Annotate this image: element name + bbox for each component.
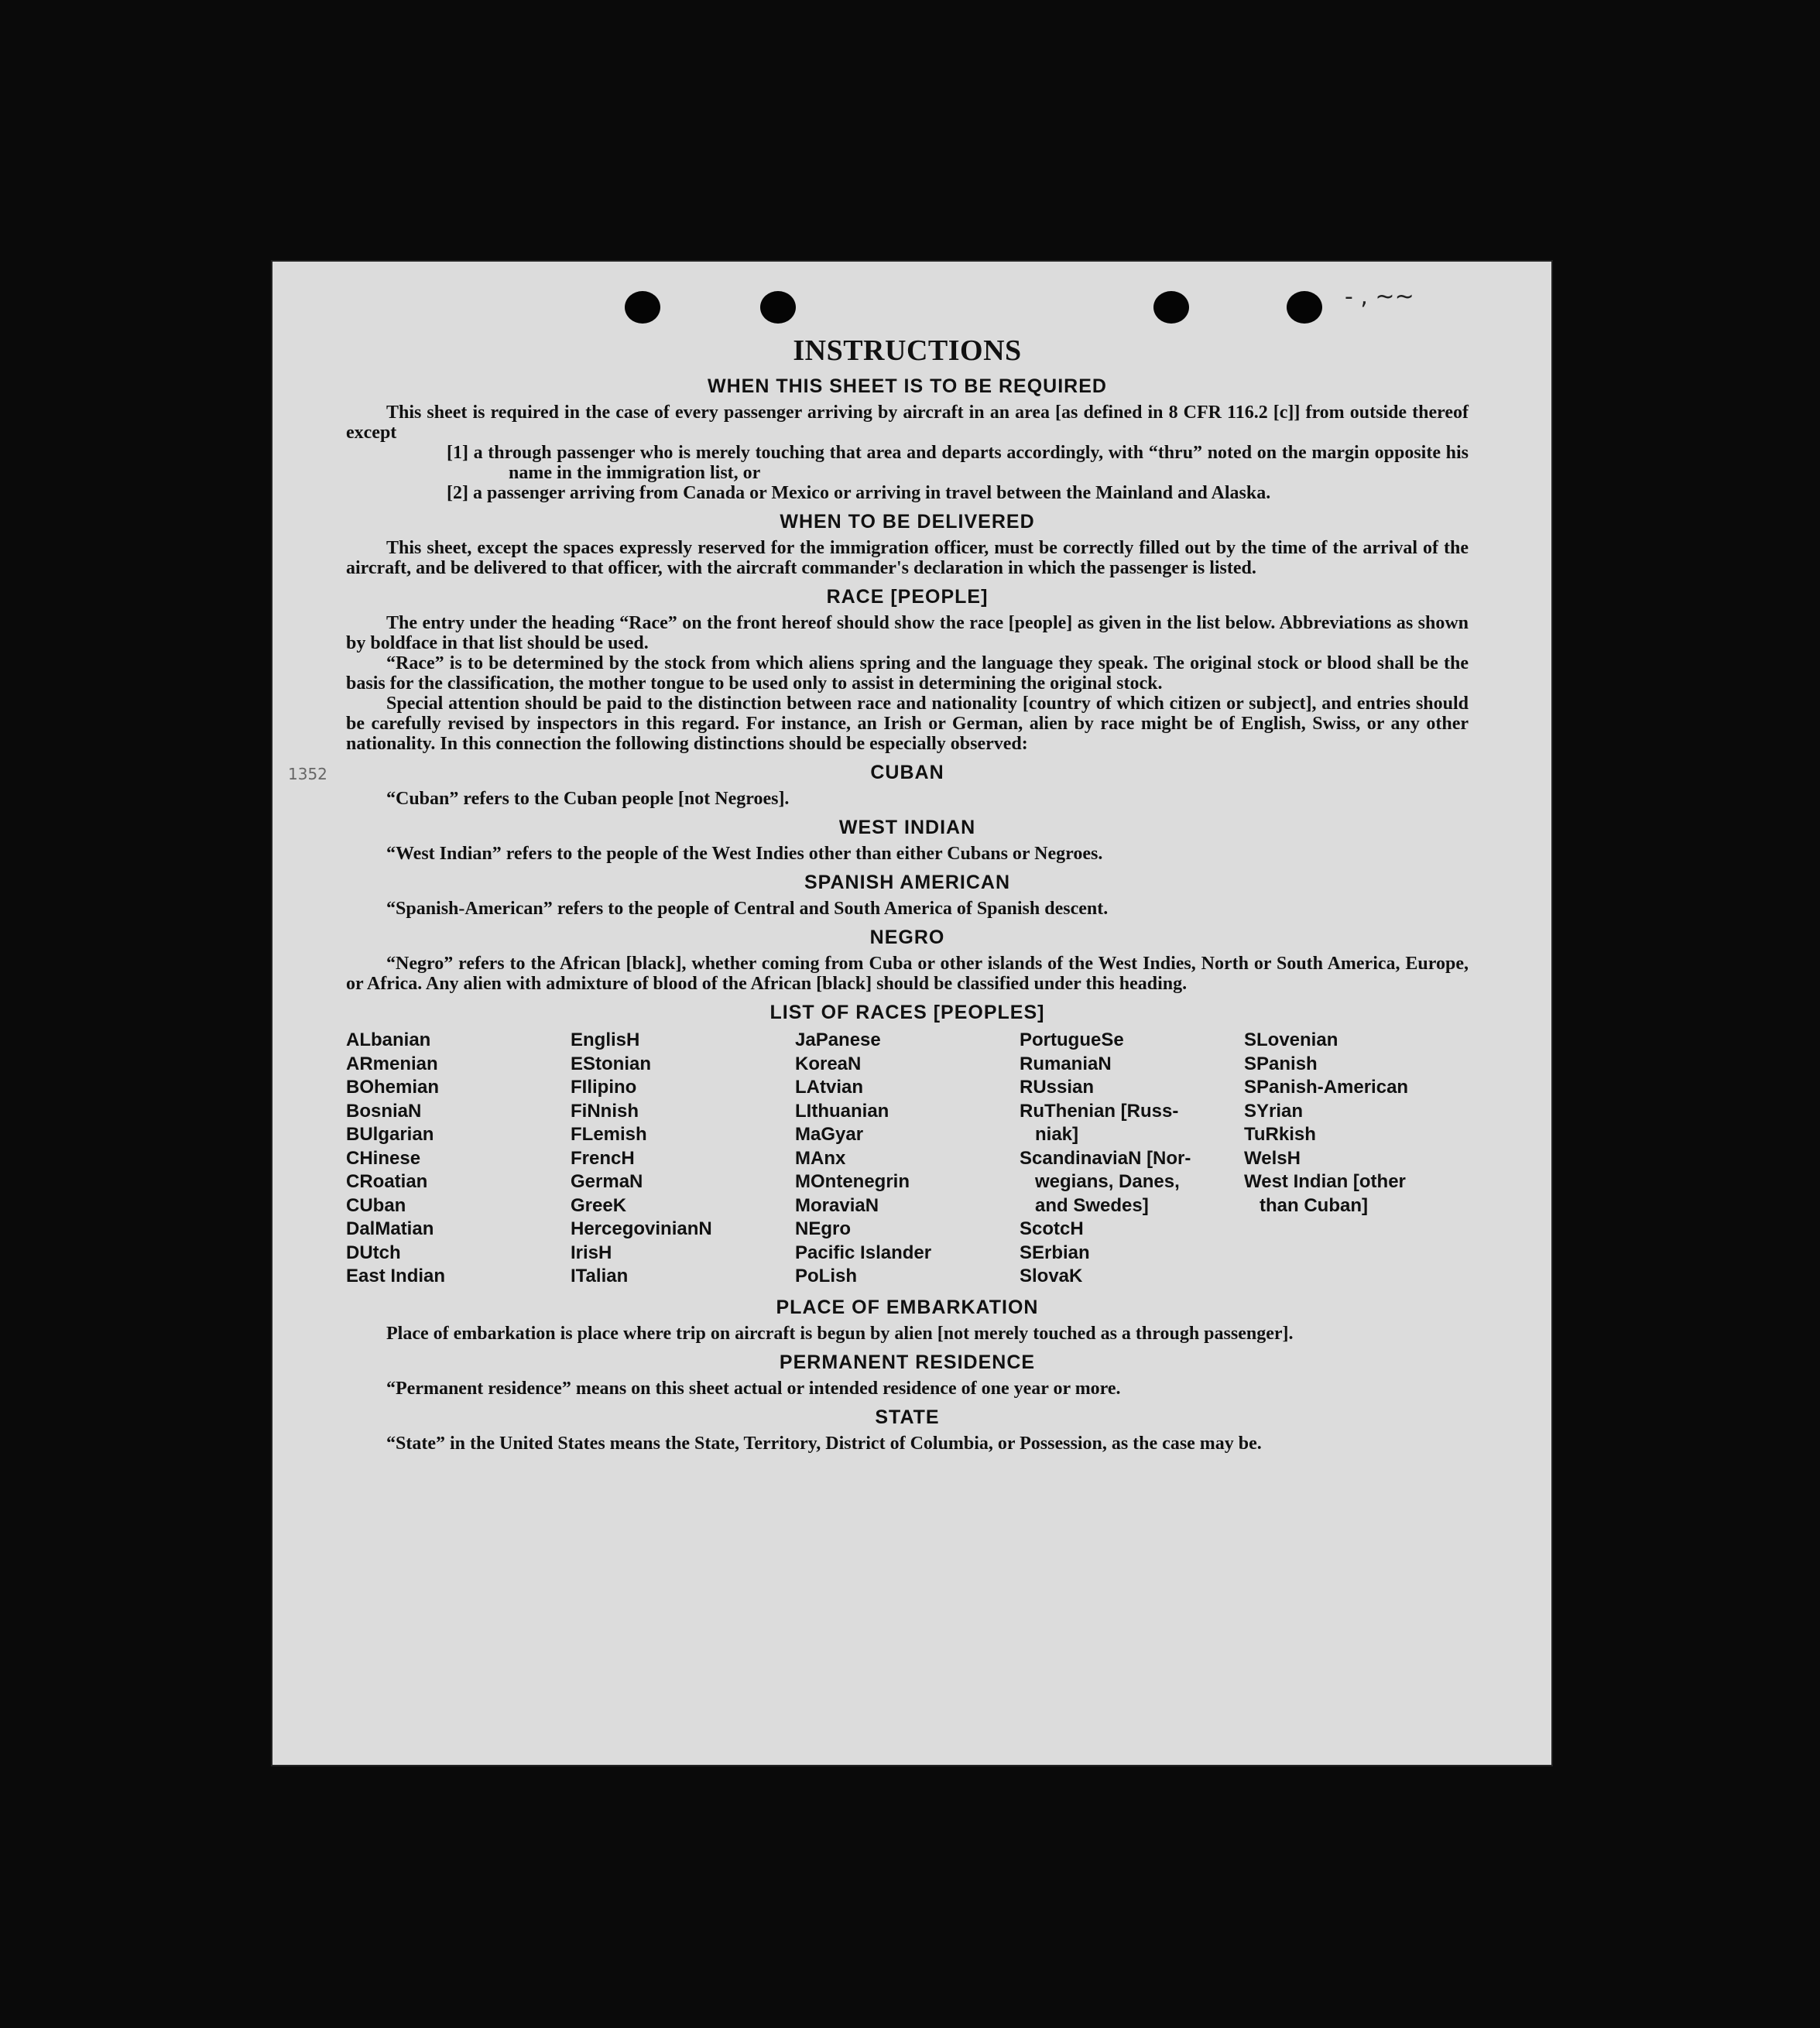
race-item: JaPanese	[795, 1029, 881, 1050]
heading-embarkation: PLACE OF EMBARKATION	[776, 1296, 1039, 1318]
race-item: DUtch	[346, 1242, 401, 1263]
races-column	[1244, 1029, 1469, 1289]
heading-race: RACE [PEOPLE]	[826, 586, 989, 608]
race-item: RUssian	[1020, 1077, 1095, 1098]
race-paragraph-1: The entry under the heading “Race” on the front hereof should show the race [people] as given in the list below. Abbreviations as shown by boldface in that list should be used.	[346, 613, 1469, 653]
heading-state: STATE	[875, 1406, 940, 1428]
race-item: EnglisH	[571, 1029, 640, 1050]
race-item: EStonian	[571, 1053, 652, 1074]
race-item: than Cuban]	[1244, 1194, 1368, 1216]
heading-residence: PERMANENT RESIDENCE	[779, 1351, 1036, 1373]
races-column	[571, 1029, 795, 1289]
race-item: ITalian	[571, 1266, 629, 1286]
race-item: SYrian	[1244, 1100, 1304, 1122]
race-item: PoLish	[795, 1266, 858, 1286]
punch-hole	[625, 291, 660, 324]
races-column	[1020, 1029, 1244, 1289]
race-item: FrencH	[571, 1147, 635, 1169]
heading-delivered: WHEN TO BE DELIVERED	[780, 511, 1035, 533]
race-item: SErbian	[1020, 1242, 1090, 1263]
race-item: wegians, Danes,	[1020, 1171, 1180, 1192]
race-item: ARmenian	[346, 1053, 438, 1074]
race-item: IrisH	[571, 1242, 612, 1263]
pen-mark-left-margin: 1352	[288, 765, 327, 783]
state-text: “State” in the United States means the State, Territory, District of Columbia, or Possession, as the case may be.	[386, 1433, 1262, 1454]
heading-required: WHEN THIS SHEET IS TO BE REQUIRED	[708, 375, 1107, 397]
race-item: ScandinaviaN [Nor-	[1020, 1147, 1191, 1169]
race-item: East Indian	[346, 1266, 446, 1286]
race-item: MOntenegrin	[795, 1171, 910, 1192]
residence-text: “Permanent residence” means on this sheet actual or intended residence of one year or more.	[386, 1378, 1121, 1399]
races-column	[346, 1029, 571, 1289]
embarkation-text: Place of embarkation is place where trip on aircraft is begun by alien [not merely touched as a through passenger].	[386, 1323, 1294, 1344]
heading-cuban: CUBAN	[870, 762, 944, 783]
race-item: LIthuanian	[795, 1100, 889, 1122]
race-item: SPanish	[1244, 1053, 1318, 1074]
race-item: WelsH	[1244, 1147, 1301, 1169]
heading-spanish-american: SPANISH AMERICAN	[804, 872, 1010, 893]
race-item: GermaN	[571, 1171, 643, 1192]
required-item-2: [2] a passenger arriving from Canada or Mexico or arriving in travel between the Mainland and Alaska.	[447, 483, 1271, 503]
race-item: RuThenian [Russ-	[1020, 1100, 1179, 1122]
race-item: LAtvian	[795, 1077, 864, 1098]
spanish-american-text: “Spanish-American” refers to the people of Central and South America of Spanish descent.	[386, 899, 1109, 919]
race-item: FIlipino	[571, 1077, 637, 1098]
punch-hole	[1153, 291, 1189, 324]
race-item: MoraviaN	[795, 1194, 879, 1216]
delivered-text: This sheet, except the spaces expressly reserved for the immigration officer, must be correctly filled out by the time of the arrival of the aircraft, and be delivered to that officer, with the aircraft commander's declaration in which the passenger is listed.	[346, 538, 1469, 578]
west-indian-text: “West Indian” refers to the people of the West Indies other than either Cubans or Negroes.	[386, 844, 1103, 864]
race-item: West Indian [other	[1244, 1171, 1406, 1192]
race-item: SlovaK	[1020, 1266, 1083, 1286]
race-item: MaGyar	[795, 1124, 864, 1145]
race-item: SPanish-American	[1244, 1077, 1409, 1098]
race-item: niak]	[1020, 1124, 1079, 1145]
race-item: ScotcH	[1020, 1218, 1084, 1239]
pen-mark-top-right: - , ~~	[1345, 283, 1414, 310]
race-item: and Swedes]	[1020, 1194, 1149, 1216]
race-item: SLovenian	[1244, 1029, 1338, 1050]
race-item: ALbanian	[346, 1029, 431, 1050]
heading-west-indian: WEST INDIAN	[838, 817, 976, 838]
race-item: NEgro	[795, 1218, 851, 1239]
cuban-text: “Cuban” refers to the Cuban people [not Negroes].	[386, 789, 790, 809]
race-item: FiNnish	[571, 1100, 639, 1122]
race-item: KoreaN	[795, 1053, 862, 1074]
race-item: BOhemian	[346, 1077, 440, 1098]
punch-hole	[760, 291, 796, 324]
race-item: BUlgarian	[346, 1124, 434, 1145]
races-column	[795, 1029, 1020, 1289]
race-item: CHinese	[346, 1147, 421, 1169]
page-title: INSTRUCTIONS	[793, 334, 1022, 367]
race-item: RumaniaN	[1020, 1053, 1112, 1074]
heading-negro: NEGRO	[869, 927, 945, 948]
race-item: HercegovinianN	[571, 1218, 712, 1239]
negro-text: “Negro” refers to the African [black], whether coming from Cuba or other islands of the West Indies, North or South America, Europe, or Africa. Any alien with admixture of blood of the African [black] should be classified under this heading.	[346, 954, 1469, 994]
race-item: Pacific Islander	[795, 1242, 932, 1263]
required-intro: This sheet is required in the case of every passenger arriving by aircraft in an area [as defined in 8 CFR 116.2 [c]] from outside thereof except	[346, 403, 1469, 443]
race-item: MAnx	[795, 1147, 846, 1169]
race-paragraph-2: “Race” is to be determined by the stock from which aliens spring and the language they speak. The original stock or blood shall be the basis for the classification, the mother tongue to be used only to assist in determining the original stock.	[346, 653, 1469, 694]
race-item: CUban	[346, 1194, 406, 1216]
race-item: CRoatian	[346, 1171, 428, 1192]
race-item: FLemish	[571, 1124, 647, 1145]
race-item: TuRkish	[1244, 1124, 1316, 1145]
races-list	[346, 1029, 1469, 1289]
instructions-content	[346, 334, 1469, 1454]
race-paragraph-3: Special attention should be paid to the distinction between race and nationality [country of which citizen or subject], and entries should be carefully revised by inspectors in this regard. For instance, an Irish or German, alien by race might be of English, Swiss, or any other nationality. In this connection the following distinctions should be especially observed:	[346, 694, 1469, 754]
race-item: PortugueSe	[1020, 1029, 1124, 1050]
required-item-1: [1] a through passenger who is merely touching that area and departs accordingly, with “thru” noted on the margin opposite his name in the immigration list, or	[447, 443, 1469, 483]
race-item: GreeK	[571, 1194, 627, 1216]
race-item: BosniaN	[346, 1100, 422, 1122]
punch-hole	[1287, 291, 1322, 324]
document-sheet	[272, 262, 1551, 1765]
race-item: DalMatian	[346, 1218, 434, 1239]
heading-list-of-races: LIST OF RACES [PEOPLES]	[769, 1002, 1045, 1023]
